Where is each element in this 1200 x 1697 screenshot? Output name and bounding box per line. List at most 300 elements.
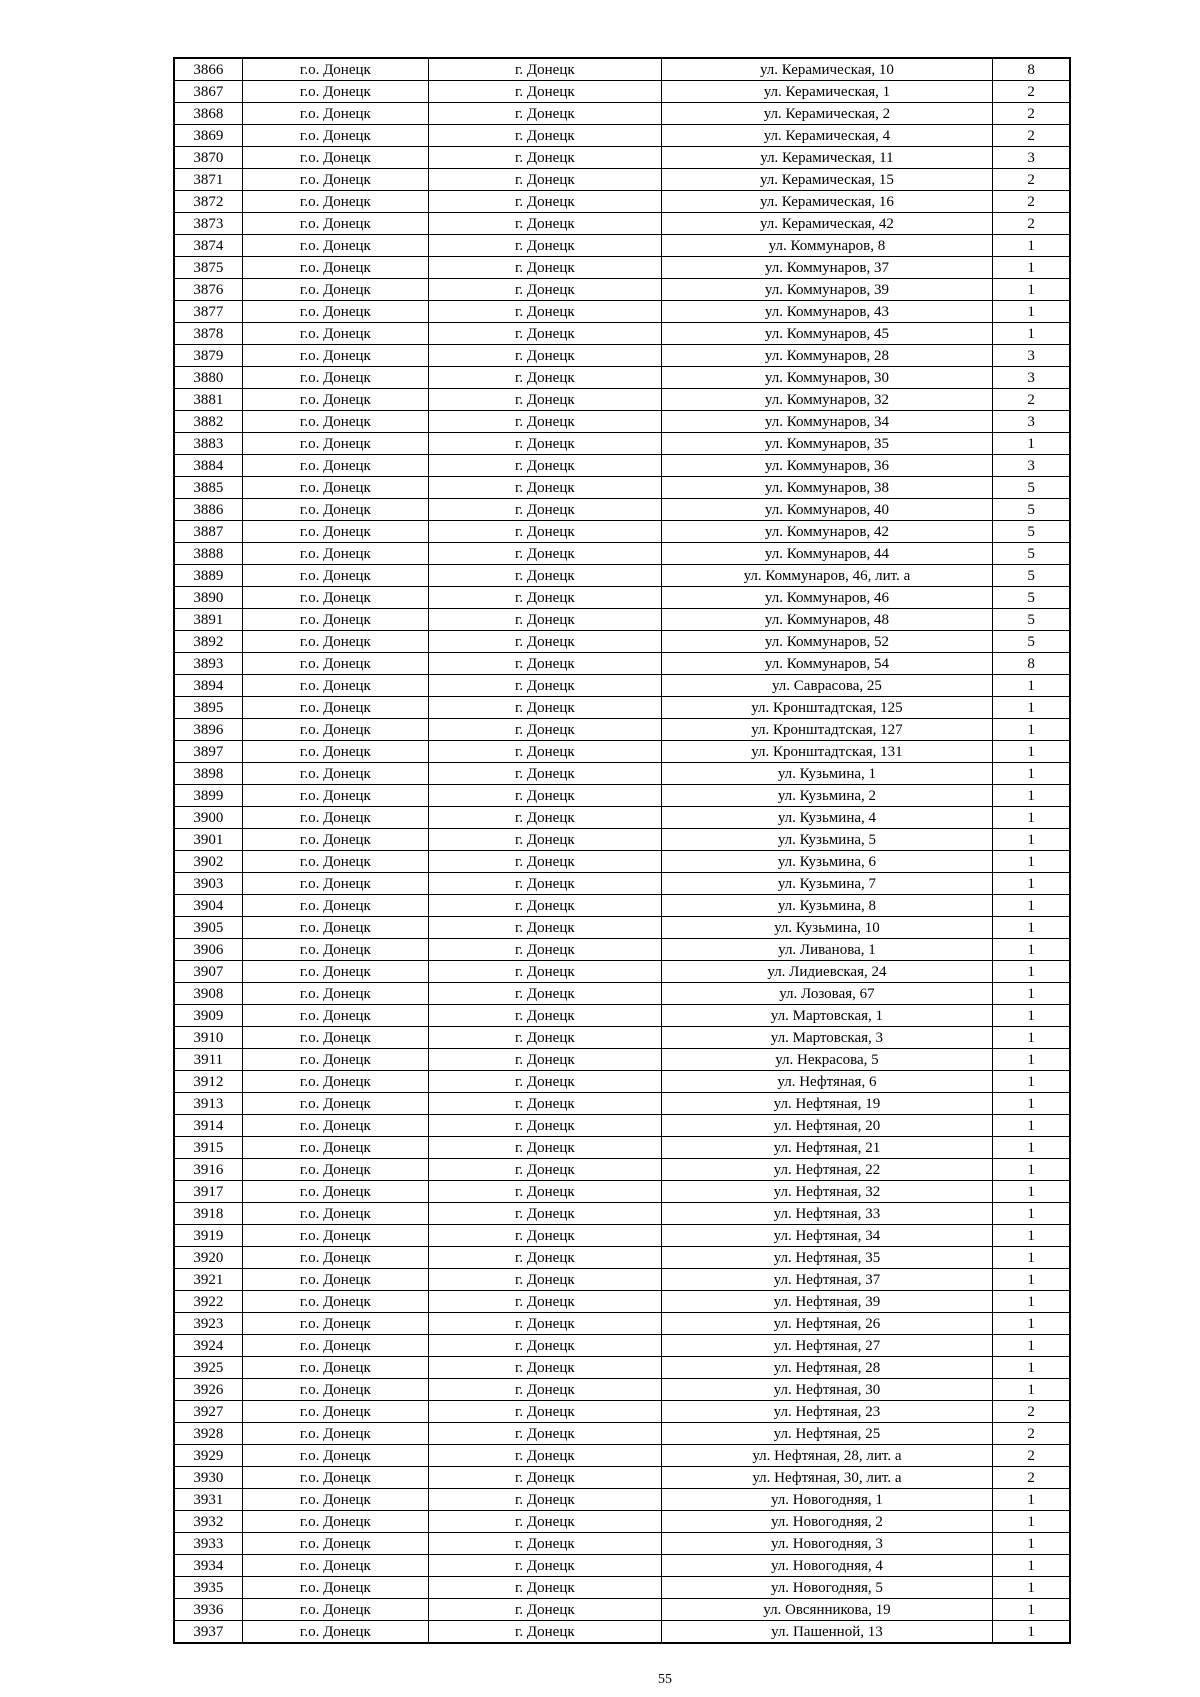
table-row (174, 1203, 1070, 1225)
row-number-cell: 3869 (174, 125, 242, 147)
city-cell: г. Донецк (429, 1445, 662, 1467)
address-cell: ул. Коммунаров, 48 (661, 609, 993, 631)
table-row (174, 1335, 1070, 1357)
table-row (174, 1489, 1070, 1511)
row-number-cell: 3870 (174, 147, 242, 169)
address-cell: ул. Коммунаров, 54 (661, 653, 993, 675)
row-number-cell: 3933 (174, 1533, 242, 1555)
table-row (174, 763, 1070, 785)
address-cell: ул. Кузьмина, 6 (661, 851, 993, 873)
district-cell: г.о. Донецк (242, 235, 428, 257)
city-cell: г. Донецк (429, 103, 662, 125)
district-cell: г.о. Донецк (242, 125, 428, 147)
district-cell: г.о. Донецк (242, 1049, 428, 1071)
table-row (174, 851, 1070, 873)
city-cell: г. Донецк (429, 829, 662, 851)
count-cell: 5 (993, 477, 1070, 499)
district-cell: г.о. Донецк (242, 1599, 428, 1621)
district-cell: г.о. Донецк (242, 1489, 428, 1511)
city-cell: г. Донецк (429, 455, 662, 477)
district-cell: г.о. Донецк (242, 1225, 428, 1247)
address-cell: ул. Нефтяная, 20 (661, 1115, 993, 1137)
row-number-cell: 3884 (174, 455, 242, 477)
count-cell: 1 (993, 1115, 1070, 1137)
address-cell: ул. Нефтяная, 33 (661, 1203, 993, 1225)
count-cell: 1 (993, 323, 1070, 345)
district-cell: г.о. Донецк (242, 499, 428, 521)
table-row (174, 1181, 1070, 1203)
district-cell: г.о. Донецк (242, 1511, 428, 1533)
address-cell: ул. Нефтяная, 25 (661, 1423, 993, 1445)
address-cell: ул. Коммунаров, 43 (661, 301, 993, 323)
row-number-cell: 3920 (174, 1247, 242, 1269)
table-row (174, 1093, 1070, 1115)
row-number-cell: 3932 (174, 1511, 242, 1533)
table-row (174, 389, 1070, 411)
table-row (174, 1027, 1070, 1049)
count-cell: 8 (993, 58, 1070, 81)
district-cell: г.о. Донецк (242, 1555, 428, 1577)
table-row (174, 1269, 1070, 1291)
district-cell: г.о. Донецк (242, 1621, 428, 1644)
count-cell: 1 (993, 1093, 1070, 1115)
count-cell: 1 (993, 829, 1070, 851)
count-cell: 1 (993, 983, 1070, 1005)
address-cell: ул. Кузьмина, 2 (661, 785, 993, 807)
count-cell: 1 (993, 1225, 1070, 1247)
table-row (174, 1005, 1070, 1027)
address-cell: ул. Коммунаров, 30 (661, 367, 993, 389)
table-row (174, 323, 1070, 345)
row-number-cell: 3877 (174, 301, 242, 323)
address-cell: ул. Коммунаров, 38 (661, 477, 993, 499)
district-cell: г.о. Донецк (242, 983, 428, 1005)
address-cell: ул. Нефтяная, 37 (661, 1269, 993, 1291)
city-cell: г. Донецк (429, 1115, 662, 1137)
table-row (174, 983, 1070, 1005)
district-cell: г.о. Донецк (242, 367, 428, 389)
district-cell: г.о. Донецк (242, 433, 428, 455)
district-cell: г.о. Донецк (242, 565, 428, 587)
count-cell: 1 (993, 1357, 1070, 1379)
count-cell: 2 (993, 213, 1070, 235)
district-cell: г.о. Донецк (242, 1467, 428, 1489)
table-body (174, 58, 1070, 1643)
city-cell: г. Донецк (429, 587, 662, 609)
city-cell: г. Донецк (429, 543, 662, 565)
address-cell: ул. Овсянникова, 19 (661, 1599, 993, 1621)
row-number-cell: 3915 (174, 1137, 242, 1159)
city-cell: г. Донецк (429, 58, 662, 81)
count-cell: 1 (993, 1159, 1070, 1181)
address-table (173, 57, 1071, 1644)
city-cell: г. Донецк (429, 147, 662, 169)
district-cell: г.о. Донецк (242, 103, 428, 125)
row-number-cell: 3892 (174, 631, 242, 653)
city-cell: г. Донецк (429, 1467, 662, 1489)
row-number-cell: 3930 (174, 1467, 242, 1489)
row-number-cell: 3903 (174, 873, 242, 895)
table-row (174, 829, 1070, 851)
district-cell: г.о. Донецк (242, 543, 428, 565)
table-row (174, 587, 1070, 609)
row-number-cell: 3888 (174, 543, 242, 565)
city-cell: г. Донецк (429, 1533, 662, 1555)
row-number-cell: 3872 (174, 191, 242, 213)
table-row (174, 697, 1070, 719)
address-cell: ул. Нефтяная, 32 (661, 1181, 993, 1203)
table-row (174, 939, 1070, 961)
district-cell: г.о. Донецк (242, 609, 428, 631)
address-cell: ул. Керамическая, 42 (661, 213, 993, 235)
district-cell: г.о. Донецк (242, 1357, 428, 1379)
city-cell: г. Донецк (429, 1005, 662, 1027)
count-cell: 1 (993, 1555, 1070, 1577)
row-number-cell: 3883 (174, 433, 242, 455)
row-number-cell: 3919 (174, 1225, 242, 1247)
address-cell: ул. Кронштадтская, 125 (661, 697, 993, 719)
city-cell: г. Донецк (429, 741, 662, 763)
district-cell: г.о. Донецк (242, 1115, 428, 1137)
row-number-cell: 3916 (174, 1159, 242, 1181)
city-cell: г. Донецк (429, 1049, 662, 1071)
count-cell: 3 (993, 455, 1070, 477)
address-cell: ул. Керамическая, 1 (661, 81, 993, 103)
district-cell: г.о. Донецк (242, 1401, 428, 1423)
row-number-cell: 3924 (174, 1335, 242, 1357)
address-cell: ул. Лозовая, 67 (661, 983, 993, 1005)
table-row (174, 169, 1070, 191)
address-cell: ул. Кронштадтская, 127 (661, 719, 993, 741)
city-cell: г. Донецк (429, 763, 662, 785)
address-cell: ул. Кронштадтская, 131 (661, 741, 993, 763)
table-row (174, 147, 1070, 169)
count-cell: 2 (993, 1445, 1070, 1467)
table-row (174, 1577, 1070, 1599)
district-cell: г.о. Донецк (242, 323, 428, 345)
address-cell: ул. Нефтяная, 26 (661, 1313, 993, 1335)
address-cell: ул. Новогодняя, 3 (661, 1533, 993, 1555)
count-cell: 2 (993, 125, 1070, 147)
table-row (174, 191, 1070, 213)
city-cell: г. Донецк (429, 433, 662, 455)
district-cell: г.о. Донецк (242, 301, 428, 323)
row-number-cell: 3878 (174, 323, 242, 345)
district-cell: г.о. Донецк (242, 961, 428, 983)
row-number-cell: 3885 (174, 477, 242, 499)
table-row (174, 565, 1070, 587)
row-number-cell: 3874 (174, 235, 242, 257)
row-number-cell: 3935 (174, 1577, 242, 1599)
address-cell: ул. Нефтяная, 30 (661, 1379, 993, 1401)
city-cell: г. Донецк (429, 1225, 662, 1247)
count-cell: 1 (993, 1313, 1070, 1335)
row-number-cell: 3875 (174, 257, 242, 279)
table-row (174, 1533, 1070, 1555)
table-row (174, 807, 1070, 829)
address-cell: ул. Кузьмина, 8 (661, 895, 993, 917)
district-cell: г.о. Донецк (242, 1093, 428, 1115)
row-number-cell: 3880 (174, 367, 242, 389)
city-cell: г. Донецк (429, 807, 662, 829)
row-number-cell: 3896 (174, 719, 242, 741)
city-cell: г. Донецк (429, 191, 662, 213)
row-number-cell: 3902 (174, 851, 242, 873)
table-row (174, 631, 1070, 653)
address-cell: ул. Кузьмина, 1 (661, 763, 993, 785)
city-cell: г. Донецк (429, 917, 662, 939)
count-cell: 1 (993, 917, 1070, 939)
address-cell: ул. Коммунаров, 37 (661, 257, 993, 279)
table-row (174, 1291, 1070, 1313)
address-cell: ул. Керамическая, 16 (661, 191, 993, 213)
table-row (174, 257, 1070, 279)
district-cell: г.о. Донецк (242, 895, 428, 917)
address-cell: ул. Коммунаров, 34 (661, 411, 993, 433)
district-cell: г.о. Донецк (242, 873, 428, 895)
district-cell: г.о. Донецк (242, 1203, 428, 1225)
row-number-cell: 3900 (174, 807, 242, 829)
count-cell: 1 (993, 1621, 1070, 1644)
address-cell: ул. Нефтяная, 35 (661, 1247, 993, 1269)
district-cell: г.о. Донецк (242, 631, 428, 653)
count-cell: 5 (993, 609, 1070, 631)
count-cell: 1 (993, 719, 1070, 741)
city-cell: г. Донецк (429, 301, 662, 323)
count-cell: 1 (993, 1577, 1070, 1599)
count-cell: 5 (993, 521, 1070, 543)
count-cell: 1 (993, 1379, 1070, 1401)
row-number-cell: 3907 (174, 961, 242, 983)
city-cell: г. Донецк (429, 367, 662, 389)
address-cell: ул. Коммунаров, 44 (661, 543, 993, 565)
city-cell: г. Донецк (429, 1247, 662, 1269)
row-number-cell: 3901 (174, 829, 242, 851)
table-row (174, 1379, 1070, 1401)
district-cell: г.о. Донецк (242, 741, 428, 763)
table-row (174, 367, 1070, 389)
count-cell: 2 (993, 1423, 1070, 1445)
row-number-cell: 3912 (174, 1071, 242, 1093)
address-cell: ул. Нефтяная, 19 (661, 1093, 993, 1115)
count-cell: 1 (993, 433, 1070, 455)
district-cell: г.о. Донецк (242, 1379, 428, 1401)
city-cell: г. Донецк (429, 1621, 662, 1644)
city-cell: г. Донецк (429, 279, 662, 301)
address-cell: ул. Коммунаров, 36 (661, 455, 993, 477)
row-number-cell: 3879 (174, 345, 242, 367)
address-cell: ул. Коммунаров, 28 (661, 345, 993, 367)
count-cell: 1 (993, 961, 1070, 983)
city-cell: г. Донецк (429, 1379, 662, 1401)
table-row (174, 521, 1070, 543)
district-cell: г.о. Донецк (242, 939, 428, 961)
address-cell: ул. Кузьмина, 4 (661, 807, 993, 829)
table-row (174, 1115, 1070, 1137)
count-cell: 8 (993, 653, 1070, 675)
city-cell: г. Донецк (429, 1335, 662, 1357)
city-cell: г. Донецк (429, 1313, 662, 1335)
city-cell: г. Донецк (429, 1159, 662, 1181)
district-cell: г.о. Донецк (242, 521, 428, 543)
table-row (174, 455, 1070, 477)
count-cell: 5 (993, 631, 1070, 653)
count-cell: 1 (993, 1247, 1070, 1269)
count-cell: 1 (993, 939, 1070, 961)
table-row (174, 411, 1070, 433)
table-row (174, 1049, 1070, 1071)
table-row (174, 1357, 1070, 1379)
address-cell: ул. Новогодняя, 5 (661, 1577, 993, 1599)
row-number-cell: 3927 (174, 1401, 242, 1423)
address-cell: ул. Нефтяная, 21 (661, 1137, 993, 1159)
table-row (174, 785, 1070, 807)
count-cell: 5 (993, 565, 1070, 587)
city-cell: г. Донецк (429, 851, 662, 873)
table-row (174, 103, 1070, 125)
district-cell: г.о. Донецк (242, 169, 428, 191)
address-cell: ул. Пашенной, 13 (661, 1621, 993, 1644)
table-row (174, 499, 1070, 521)
address-cell: ул. Нефтяная, 22 (661, 1159, 993, 1181)
row-number-cell: 3891 (174, 609, 242, 631)
row-number-cell: 3911 (174, 1049, 242, 1071)
table-row (174, 1401, 1070, 1423)
address-cell: ул. Новогодняя, 4 (661, 1555, 993, 1577)
city-cell: г. Донецк (429, 961, 662, 983)
table-row (174, 1225, 1070, 1247)
table-row (174, 433, 1070, 455)
table-row (174, 1071, 1070, 1093)
district-cell: г.о. Донецк (242, 785, 428, 807)
city-cell: г. Донецк (429, 939, 662, 961)
district-cell: г.о. Донецк (242, 477, 428, 499)
count-cell: 2 (993, 389, 1070, 411)
district-cell: г.о. Донецк (242, 851, 428, 873)
count-cell: 1 (993, 763, 1070, 785)
count-cell: 2 (993, 103, 1070, 125)
address-cell: ул. Коммунаров, 35 (661, 433, 993, 455)
address-cell: ул. Кузьмина, 10 (661, 917, 993, 939)
row-number-cell: 3928 (174, 1423, 242, 1445)
table-row (174, 873, 1070, 895)
row-number-cell: 3895 (174, 697, 242, 719)
city-cell: г. Донецк (429, 675, 662, 697)
address-cell: ул. Нефтяная, 34 (661, 1225, 993, 1247)
row-number-cell: 3905 (174, 917, 242, 939)
row-number-cell: 3893 (174, 653, 242, 675)
row-number-cell: 3867 (174, 81, 242, 103)
row-number-cell: 3904 (174, 895, 242, 917)
count-cell: 1 (993, 1049, 1070, 1071)
city-cell: г. Донецк (429, 521, 662, 543)
city-cell: г. Донецк (429, 1357, 662, 1379)
table-row (174, 81, 1070, 103)
table-row (174, 543, 1070, 565)
address-cell: ул. Ливанова, 1 (661, 939, 993, 961)
district-cell: г.о. Донецк (242, 1335, 428, 1357)
table-row (174, 917, 1070, 939)
address-cell: ул. Коммунаров, 39 (661, 279, 993, 301)
city-cell: г. Донецк (429, 1181, 662, 1203)
address-cell: ул. Коммунаров, 42 (661, 521, 993, 543)
district-cell: г.о. Донецк (242, 1137, 428, 1159)
district-cell: г.о. Донецк (242, 1577, 428, 1599)
count-cell: 1 (993, 785, 1070, 807)
district-cell: г.о. Донецк (242, 58, 428, 81)
district-cell: г.о. Донецк (242, 213, 428, 235)
count-cell: 1 (993, 697, 1070, 719)
city-cell: г. Донецк (429, 1599, 662, 1621)
count-cell: 1 (993, 1489, 1070, 1511)
count-cell: 1 (993, 873, 1070, 895)
city-cell: г. Донецк (429, 411, 662, 433)
count-cell: 1 (993, 1291, 1070, 1313)
district-cell: г.о. Донецк (242, 1159, 428, 1181)
count-cell: 1 (993, 257, 1070, 279)
district-cell: г.о. Донецк (242, 1027, 428, 1049)
city-cell: г. Донецк (429, 895, 662, 917)
table-row (174, 741, 1070, 763)
address-cell: ул. Керамическая, 15 (661, 169, 993, 191)
district-cell: г.о. Донецк (242, 1423, 428, 1445)
address-cell: ул. Новогодняя, 2 (661, 1511, 993, 1533)
row-number-cell: 3917 (174, 1181, 242, 1203)
city-cell: г. Донецк (429, 323, 662, 345)
city-cell: г. Донецк (429, 1489, 662, 1511)
district-cell: г.о. Донецк (242, 1445, 428, 1467)
row-number-cell: 3909 (174, 1005, 242, 1027)
table-row (174, 609, 1070, 631)
table-row (174, 1445, 1070, 1467)
count-cell: 1 (993, 851, 1070, 873)
address-cell: ул. Новогодняя, 1 (661, 1489, 993, 1511)
count-cell: 3 (993, 147, 1070, 169)
table-row (174, 1555, 1070, 1577)
row-number-cell: 3925 (174, 1357, 242, 1379)
city-cell: г. Донецк (429, 1071, 662, 1093)
row-number-cell: 3889 (174, 565, 242, 587)
city-cell: г. Донецк (429, 345, 662, 367)
address-cell: ул. Нефтяная, 27 (661, 1335, 993, 1357)
city-cell: г. Донецк (429, 1137, 662, 1159)
district-cell: г.о. Донецк (242, 411, 428, 433)
table-row (174, 345, 1070, 367)
district-cell: г.о. Донецк (242, 1269, 428, 1291)
city-cell: г. Донецк (429, 873, 662, 895)
row-number-cell: 3868 (174, 103, 242, 125)
row-number-cell: 3897 (174, 741, 242, 763)
row-number-cell: 3908 (174, 983, 242, 1005)
address-cell: ул. Керамическая, 4 (661, 125, 993, 147)
city-cell: г. Донецк (429, 1577, 662, 1599)
row-number-cell: 3926 (174, 1379, 242, 1401)
city-cell: г. Донецк (429, 1511, 662, 1533)
row-number-cell: 3918 (174, 1203, 242, 1225)
address-cell: ул. Нефтяная, 28 (661, 1357, 993, 1379)
city-cell: г. Донецк (429, 697, 662, 719)
city-cell: г. Донецк (429, 213, 662, 235)
city-cell: г. Донецк (429, 609, 662, 631)
city-cell: г. Донецк (429, 631, 662, 653)
row-number-cell: 3873 (174, 213, 242, 235)
count-cell: 2 (993, 1401, 1070, 1423)
count-cell: 2 (993, 191, 1070, 213)
count-cell: 1 (993, 741, 1070, 763)
district-cell: г.о. Донецк (242, 1533, 428, 1555)
city-cell: г. Донецк (429, 389, 662, 411)
count-cell: 1 (993, 1071, 1070, 1093)
